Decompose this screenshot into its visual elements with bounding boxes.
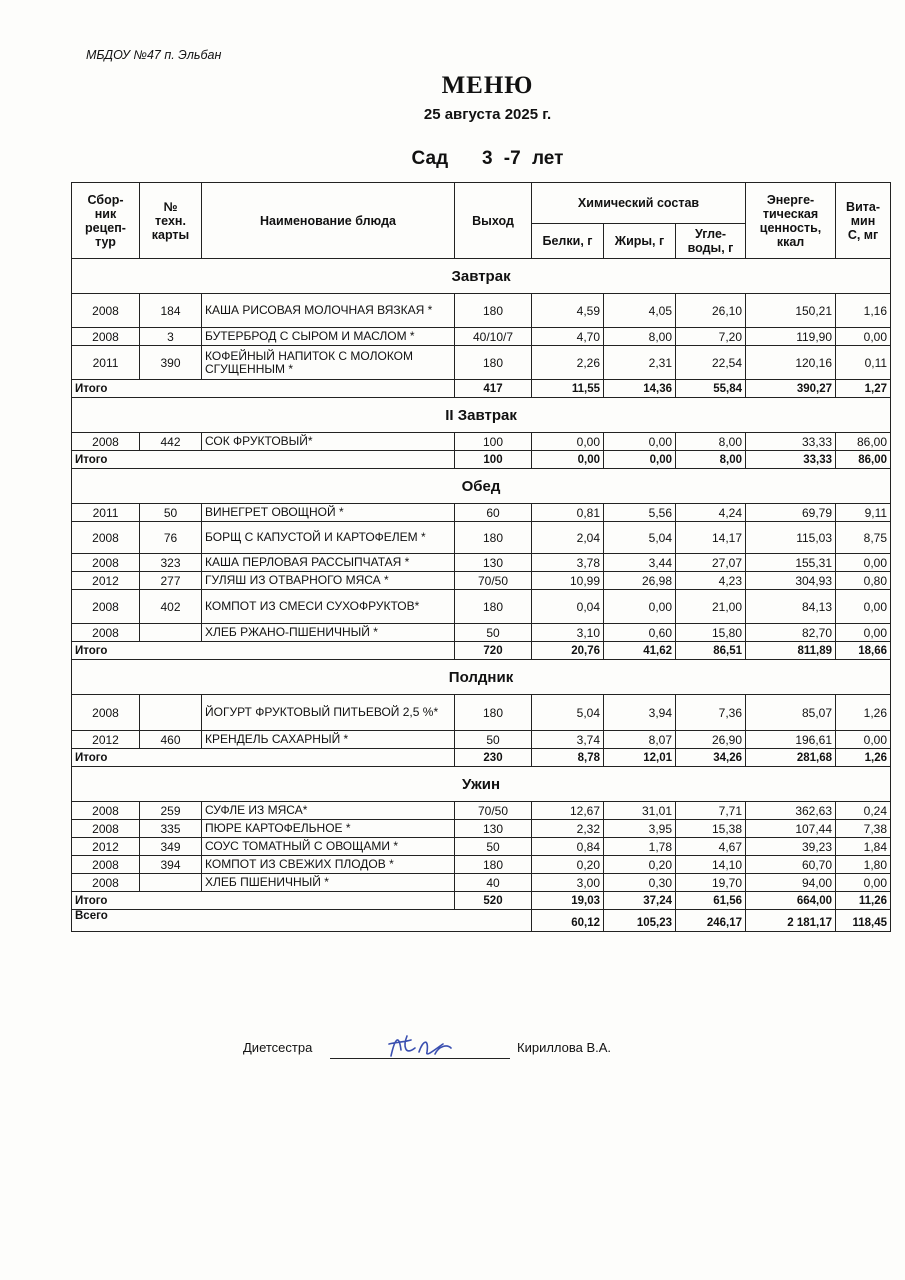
energy-value: 119,90 (746, 328, 836, 346)
table-row (72, 294, 891, 328)
vitamin-c-value: 0,00 (836, 590, 891, 624)
dish-name: СОУС ТОМАТНЫЙ С ОВОЩАМИ * (202, 838, 455, 856)
protein-value: 0,84 (532, 838, 604, 856)
energy-value: 150,21 (746, 294, 836, 328)
energy-value: 82,70 (746, 624, 836, 642)
total-row (72, 451, 891, 469)
handwritten-signature (385, 1030, 465, 1062)
total-protein: 0,00 (532, 451, 604, 469)
total-energy: 390,27 (746, 380, 836, 398)
recipe-collection: 2008 (72, 695, 140, 731)
energy-value: 196,61 (746, 731, 836, 749)
dish-name: ХЛЕБ РЖАНО-ПШЕНИЧНЫЙ * (202, 624, 455, 642)
recipe-collection: 2011 (72, 504, 140, 522)
dish-yield: 130 (455, 554, 532, 572)
dish-yield: 180 (455, 590, 532, 624)
total-yield: 230 (455, 749, 532, 767)
energy-value: 115,03 (746, 522, 836, 554)
carbs-value: 27,07 (676, 554, 746, 572)
dish-yield: 180 (455, 856, 532, 874)
tech-card-number (140, 624, 202, 642)
total-label: Итого (72, 642, 455, 660)
energy-value: 155,31 (746, 554, 836, 572)
total-row (72, 749, 891, 767)
carbs-value: 4,24 (676, 504, 746, 522)
section-title: II Завтрак (72, 398, 891, 433)
protein-value: 3,00 (532, 874, 604, 892)
energy-value: 304,93 (746, 572, 836, 590)
energy-value: 107,44 (746, 820, 836, 838)
total-protein: 11,55 (532, 380, 604, 398)
table-row (72, 572, 891, 590)
col-vitc-header: Вита- мин С, мг (836, 183, 891, 259)
total-energy: 33,33 (746, 451, 836, 469)
carbs-value: 7,71 (676, 802, 746, 820)
fat-value: 4,05 (604, 294, 676, 328)
dish-yield: 40 (455, 874, 532, 892)
tech-card-number: 76 (140, 522, 202, 554)
protein-value: 3,74 (532, 731, 604, 749)
table-row (72, 522, 891, 554)
total-fat: 37,24 (604, 892, 676, 910)
tech-card-number: 442 (140, 433, 202, 451)
recipe-collection: 2008 (72, 802, 140, 820)
total-energy: 281,68 (746, 749, 836, 767)
total-row (72, 642, 891, 660)
fat-value: 3,44 (604, 554, 676, 572)
total-protein: 20,76 (532, 642, 604, 660)
fat-value: 5,56 (604, 504, 676, 522)
recipe-collection: 2008 (72, 590, 140, 624)
document-title: МЕНЮ (441, 72, 534, 99)
fat-value: 8,07 (604, 731, 676, 749)
dish-yield: 70/50 (455, 802, 532, 820)
fat-value: 2,31 (604, 346, 676, 380)
table-row (72, 820, 891, 838)
vitamin-c-value: 0,00 (836, 328, 891, 346)
total-protein: 8,78 (532, 749, 604, 767)
carbs-value: 8,00 (676, 433, 746, 451)
carbs-value: 14,17 (676, 522, 746, 554)
total-yield: 100 (455, 451, 532, 469)
fat-value: 0,00 (604, 590, 676, 624)
dish-yield: 180 (455, 346, 532, 380)
total-energy: 664,00 (746, 892, 836, 910)
organization-name: МБДОУ №47 п. Эльбан (86, 48, 222, 62)
tech-card-number: 349 (140, 838, 202, 856)
total-fat: 41,62 (604, 642, 676, 660)
table-row (72, 433, 891, 451)
col-protein-header: Белки, г (532, 224, 604, 259)
total-row (72, 380, 891, 398)
table-row (72, 695, 891, 731)
total-row (72, 892, 891, 910)
grand-total-row (72, 910, 891, 932)
dish-yield: 60 (455, 504, 532, 522)
fat-value: 0,60 (604, 624, 676, 642)
energy-value: 84,13 (746, 590, 836, 624)
vitamin-c-value: 8,75 (836, 522, 891, 554)
dish-name: ХЛЕБ ПШЕНИЧНЫЙ * (202, 874, 455, 892)
signature-name: Кириллова В.А. (517, 1040, 612, 1055)
total-vitamin-c: 1,26 (836, 749, 891, 767)
protein-value: 2,26 (532, 346, 604, 380)
recipe-collection: 2008 (72, 874, 140, 892)
tech-card-number: 259 (140, 802, 202, 820)
table-row (72, 554, 891, 572)
total-carbs: 8,00 (676, 451, 746, 469)
vitamin-c-value: 0,00 (836, 874, 891, 892)
table-row (72, 802, 891, 820)
grand-total-fat: 105,23 (604, 910, 676, 932)
table-row (72, 624, 891, 642)
total-carbs: 86,51 (676, 642, 746, 660)
energy-value: 60,70 (746, 856, 836, 874)
protein-value: 2,32 (532, 820, 604, 838)
carbs-value: 21,00 (676, 590, 746, 624)
dish-name: БУТЕРБРОД С СЫРОМ И МАСЛОМ * (202, 328, 455, 346)
recipe-collection: 2008 (72, 522, 140, 554)
tech-card-number: 460 (140, 731, 202, 749)
carbs-value: 15,38 (676, 820, 746, 838)
section-title: Полдник (72, 660, 891, 695)
menu-table (71, 182, 891, 932)
protein-value: 4,70 (532, 328, 604, 346)
grand-total-carbs: 246,17 (676, 910, 746, 932)
total-fat: 0,00 (604, 451, 676, 469)
carbs-value: 14,10 (676, 856, 746, 874)
table-row (72, 731, 891, 749)
energy-value: 39,23 (746, 838, 836, 856)
tech-card-number: 50 (140, 504, 202, 522)
col-fat-header: Жиры, г (604, 224, 676, 259)
age-group: Сад 3 -7 лет (411, 148, 564, 169)
dish-yield: 130 (455, 820, 532, 838)
tech-card-number (140, 874, 202, 892)
fat-value: 0,30 (604, 874, 676, 892)
section-title: Завтрак (72, 259, 891, 294)
carbs-value: 26,90 (676, 731, 746, 749)
dish-name: ПЮРЕ КАРТОФЕЛЬНОЕ * (202, 820, 455, 838)
protein-value: 10,99 (532, 572, 604, 590)
recipe-collection: 2011 (72, 346, 140, 380)
vitamin-c-value: 0,11 (836, 346, 891, 380)
fat-value: 31,01 (604, 802, 676, 820)
signature-role: Диетсестра (243, 1040, 313, 1055)
recipe-collection: 2012 (72, 572, 140, 590)
protein-value: 0,20 (532, 856, 604, 874)
recipe-collection: 2008 (72, 820, 140, 838)
vitamin-c-value: 0,00 (836, 731, 891, 749)
recipe-collection: 2008 (72, 294, 140, 328)
total-label: Итого (72, 892, 455, 910)
dish-yield: 180 (455, 522, 532, 554)
total-label: Итого (72, 380, 455, 398)
dish-yield: 40/10/7 (455, 328, 532, 346)
total-fat: 14,36 (604, 380, 676, 398)
tech-card-number: 335 (140, 820, 202, 838)
total-yield: 417 (455, 380, 532, 398)
protein-value: 12,67 (532, 802, 604, 820)
table-row (72, 590, 891, 624)
energy-value: 85,07 (746, 695, 836, 731)
total-energy: 811,89 (746, 642, 836, 660)
fat-value: 1,78 (604, 838, 676, 856)
total-vitamin-c: 11,26 (836, 892, 891, 910)
grand-total-protein: 60,12 (532, 910, 604, 932)
recipe-collection: 2008 (72, 433, 140, 451)
carbs-value: 26,10 (676, 294, 746, 328)
fat-value: 3,95 (604, 820, 676, 838)
grand-total-vitamin-c: 118,45 (836, 910, 891, 932)
col-collection-header: Сбор- ник рецеп- тур (72, 183, 140, 259)
fat-value: 5,04 (604, 522, 676, 554)
vitamin-c-value: 9,11 (836, 504, 891, 522)
recipe-collection: 2008 (72, 328, 140, 346)
protein-value: 3,10 (532, 624, 604, 642)
section-row (72, 259, 891, 294)
col-card-header: № техн. карты (140, 183, 202, 259)
dish-name: КРЕНДЕЛЬ САХАРНЫЙ * (202, 731, 455, 749)
total-vitamin-c: 1,27 (836, 380, 891, 398)
vitamin-c-value: 1,26 (836, 695, 891, 731)
dish-name: СОК ФРУКТОВЫЙ* (202, 433, 455, 451)
dish-yield: 180 (455, 695, 532, 731)
dish-yield: 100 (455, 433, 532, 451)
col-chem-header: Химический состав (532, 183, 746, 224)
total-carbs: 55,84 (676, 380, 746, 398)
tech-card-number: 277 (140, 572, 202, 590)
col-name-header: Наименование блюда (202, 183, 455, 259)
vitamin-c-value: 1,16 (836, 294, 891, 328)
grand-total-label: Всего (72, 910, 532, 932)
section-row (72, 469, 891, 504)
total-protein: 19,03 (532, 892, 604, 910)
table-row (72, 504, 891, 522)
protein-value: 2,04 (532, 522, 604, 554)
dish-name: ЙОГУРТ ФРУКТОВЫЙ ПИТЬЕВОЙ 2,5 %* (202, 695, 455, 731)
dish-name: БОРЩ С КАПУСТОЙ И КАРТОФЕЛЕМ * (202, 522, 455, 554)
grand-total-energy: 2 181,17 (746, 910, 836, 932)
total-carbs: 34,26 (676, 749, 746, 767)
vitamin-c-value: 0,80 (836, 572, 891, 590)
vitamin-c-value: 0,00 (836, 554, 891, 572)
carbs-value: 4,23 (676, 572, 746, 590)
carbs-value: 15,80 (676, 624, 746, 642)
vitamin-c-value: 0,24 (836, 802, 891, 820)
carbs-value: 4,67 (676, 838, 746, 856)
dish-name: КОФЕЙНЫЙ НАПИТОК С МОЛОКОМ СГУЩЕННЫМ * (202, 346, 455, 380)
total-label: Итого (72, 749, 455, 767)
tech-card-number: 394 (140, 856, 202, 874)
table-row (72, 856, 891, 874)
dish-yield: 70/50 (455, 572, 532, 590)
section-title: Ужин (72, 767, 891, 802)
recipe-collection: 2012 (72, 838, 140, 856)
total-carbs: 61,56 (676, 892, 746, 910)
vitamin-c-value: 7,38 (836, 820, 891, 838)
total-yield: 520 (455, 892, 532, 910)
table-row (72, 346, 891, 380)
protein-value: 5,04 (532, 695, 604, 731)
energy-value: 94,00 (746, 874, 836, 892)
tech-card-number: 184 (140, 294, 202, 328)
dish-name: СУФЛЕ ИЗ МЯСА* (202, 802, 455, 820)
total-yield: 720 (455, 642, 532, 660)
total-vitamin-c: 86,00 (836, 451, 891, 469)
col-yield-header: Выход (455, 183, 532, 259)
total-vitamin-c: 18,66 (836, 642, 891, 660)
table-row (72, 838, 891, 856)
tech-card-number (140, 695, 202, 731)
fat-value: 0,20 (604, 856, 676, 874)
vitamin-c-value: 1,80 (836, 856, 891, 874)
carbs-value: 19,70 (676, 874, 746, 892)
dish-name: ГУЛЯШ ИЗ ОТВАРНОГО МЯСА * (202, 572, 455, 590)
total-fat: 12,01 (604, 749, 676, 767)
section-row (72, 398, 891, 433)
total-label: Итого (72, 451, 455, 469)
carbs-value: 7,36 (676, 695, 746, 731)
dish-name: КАША ПЕРЛОВАЯ РАССЫПЧАТАЯ * (202, 554, 455, 572)
dish-yield: 50 (455, 624, 532, 642)
recipe-collection: 2008 (72, 624, 140, 642)
energy-value: 120,16 (746, 346, 836, 380)
dish-name: ВИНЕГРЕТ ОВОЩНОЙ * (202, 504, 455, 522)
dish-name: КАША РИСОВАЯ МОЛОЧНАЯ ВЯЗКАЯ * (202, 294, 455, 328)
fat-value: 26,98 (604, 572, 676, 590)
section-row (72, 660, 891, 695)
protein-value: 0,04 (532, 590, 604, 624)
menu-body (72, 259, 891, 932)
table-row (72, 874, 891, 892)
energy-value: 69,79 (746, 504, 836, 522)
energy-value: 362,63 (746, 802, 836, 820)
dish-name: КОМПОТ ИЗ СВЕЖИХ ПЛОДОВ * (202, 856, 455, 874)
vitamin-c-value: 0,00 (836, 624, 891, 642)
protein-value: 3,78 (532, 554, 604, 572)
section-title: Обед (72, 469, 891, 504)
dish-yield: 50 (455, 731, 532, 749)
tech-card-number: 390 (140, 346, 202, 380)
vitamin-c-value: 1,84 (836, 838, 891, 856)
recipe-collection: 2008 (72, 554, 140, 572)
recipe-collection: 2008 (72, 856, 140, 874)
fat-value: 8,00 (604, 328, 676, 346)
carbs-value: 7,20 (676, 328, 746, 346)
tech-card-number: 3 (140, 328, 202, 346)
carbs-value: 22,54 (676, 346, 746, 380)
dish-name: КОМПОТ ИЗ СМЕСИ СУХОФРУКТОВ* (202, 590, 455, 624)
protein-value: 0,81 (532, 504, 604, 522)
fat-value: 3,94 (604, 695, 676, 731)
vitamin-c-value: 86,00 (836, 433, 891, 451)
tech-card-number: 402 (140, 590, 202, 624)
table-row (72, 328, 891, 346)
protein-value: 4,59 (532, 294, 604, 328)
col-energy-header: Энерге- тическая ценность, ккал (746, 183, 836, 259)
recipe-collection: 2012 (72, 731, 140, 749)
menu-date: 25 августа 2025 г. (423, 106, 552, 123)
protein-value: 0,00 (532, 433, 604, 451)
section-row (72, 767, 891, 802)
dish-yield: 180 (455, 294, 532, 328)
energy-value: 33,33 (746, 433, 836, 451)
col-carbs-header: Угле- воды, г (676, 224, 746, 259)
fat-value: 0,00 (604, 433, 676, 451)
dish-yield: 50 (455, 838, 532, 856)
tech-card-number: 323 (140, 554, 202, 572)
